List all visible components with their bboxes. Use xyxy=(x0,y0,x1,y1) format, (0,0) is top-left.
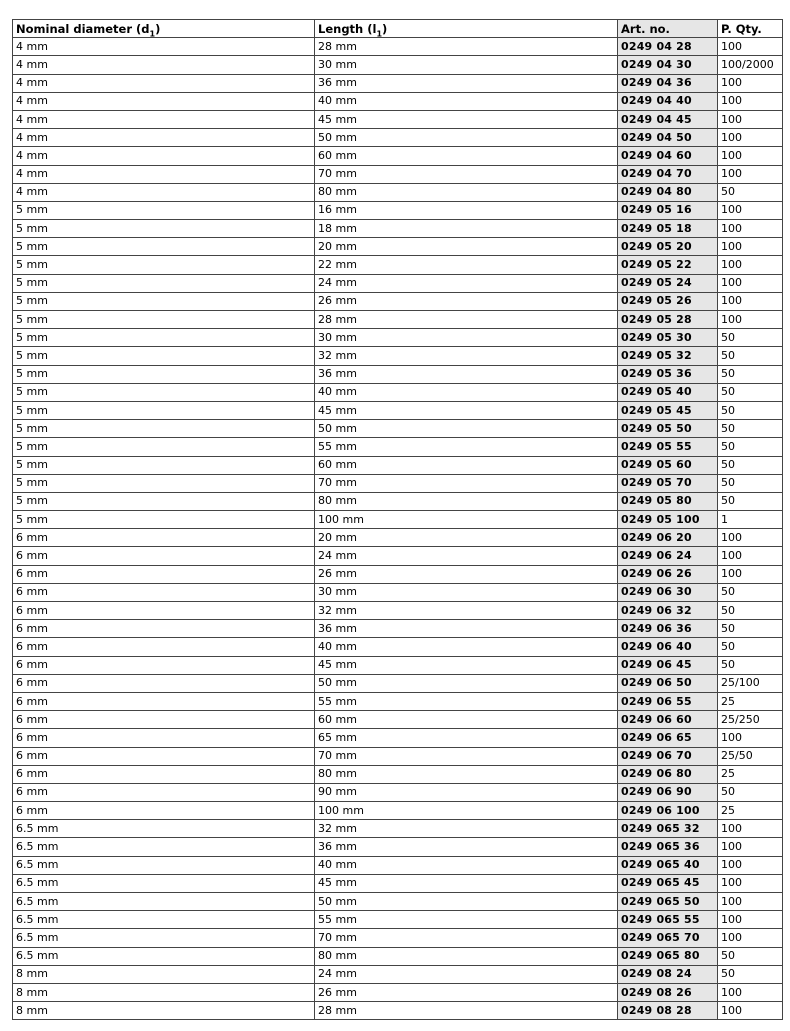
table-row xyxy=(13,947,783,965)
pack-qty-cell: 100 xyxy=(718,165,783,183)
table-row xyxy=(13,838,783,856)
art-no-cell: 0249 06 32 xyxy=(618,602,718,620)
table-header xyxy=(13,20,783,38)
art-no-cell: 0249 08 28 xyxy=(618,1002,718,1020)
table-row xyxy=(13,220,783,238)
length-cell: 50 mm xyxy=(315,674,618,692)
length-cell: 32 mm xyxy=(315,347,618,365)
table-row xyxy=(13,129,783,147)
diameter-cell: 6 mm xyxy=(13,783,315,801)
pack-qty-cell: 25 xyxy=(718,765,783,783)
diameter-cell: 4 mm xyxy=(13,56,315,74)
pack-qty-cell: 100 xyxy=(718,147,783,165)
length-cell: 50 mm xyxy=(315,893,618,911)
diameter-cell: 5 mm xyxy=(13,292,315,310)
art-no-cell: 0249 05 100 xyxy=(618,511,718,529)
table-row xyxy=(13,56,783,74)
art-no-cell: 0249 06 70 xyxy=(618,747,718,765)
art-no-cell: 0249 05 45 xyxy=(618,401,718,419)
table-row xyxy=(13,983,783,1001)
art-no-cell: 0249 05 30 xyxy=(618,329,718,347)
diameter-cell: 4 mm xyxy=(13,165,315,183)
pack-qty-cell: 100 xyxy=(718,838,783,856)
art-no-cell: 0249 065 80 xyxy=(618,947,718,965)
length-cell: 45 mm xyxy=(315,401,618,419)
length-cell: 40 mm xyxy=(315,638,618,656)
table-row xyxy=(13,511,783,529)
art-no-cell: 0249 065 36 xyxy=(618,838,718,856)
table-row xyxy=(13,1002,783,1020)
art-no-cell: 0249 05 80 xyxy=(618,492,718,510)
length-cell: 18 mm xyxy=(315,220,618,238)
diameter-cell: 8 mm xyxy=(13,983,315,1001)
table-row xyxy=(13,38,783,56)
table-row xyxy=(13,256,783,274)
length-cell: 60 mm xyxy=(315,147,618,165)
diameter-cell: 8 mm xyxy=(13,965,315,983)
table-row xyxy=(13,765,783,783)
pack-qty-cell: 100 xyxy=(718,547,783,565)
diameter-cell: 6 mm xyxy=(13,620,315,638)
pack-qty-cell: 25/250 xyxy=(718,711,783,729)
table-row xyxy=(13,110,783,128)
table-body xyxy=(13,38,783,1020)
art-no-cell: 0249 08 24 xyxy=(618,965,718,983)
pack-qty-cell: 50 xyxy=(718,492,783,510)
art-no-cell: 0249 065 40 xyxy=(618,856,718,874)
length-cell: 30 mm xyxy=(315,583,618,601)
pack-qty-cell: 25 xyxy=(718,692,783,710)
diameter-cell: 5 mm xyxy=(13,201,315,219)
table-row xyxy=(13,74,783,92)
art-no-cell: 0249 04 80 xyxy=(618,183,718,201)
diameter-cell: 6.5 mm xyxy=(13,929,315,947)
pack-qty-cell: 100/2000 xyxy=(718,56,783,74)
header-pack-qty: P. Qty. xyxy=(718,20,783,38)
pack-qty-cell: 50 xyxy=(718,420,783,438)
table-row xyxy=(13,965,783,983)
table-row xyxy=(13,911,783,929)
length-cell: 45 mm xyxy=(315,656,618,674)
art-no-cell: 0249 05 60 xyxy=(618,456,718,474)
diameter-cell: 5 mm xyxy=(13,347,315,365)
table-row xyxy=(13,656,783,674)
length-cell: 30 mm xyxy=(315,56,618,74)
table-row xyxy=(13,620,783,638)
table-row xyxy=(13,783,783,801)
length-cell: 36 mm xyxy=(315,365,618,383)
length-cell: 55 mm xyxy=(315,911,618,929)
art-no-cell: 0249 05 28 xyxy=(618,311,718,329)
diameter-cell: 4 mm xyxy=(13,74,315,92)
art-no-cell: 0249 06 65 xyxy=(618,729,718,747)
diameter-cell: 6 mm xyxy=(13,656,315,674)
pack-qty-cell: 100 xyxy=(718,311,783,329)
pack-qty-cell: 100 xyxy=(718,565,783,583)
art-no-cell: 0249 06 26 xyxy=(618,565,718,583)
diameter-cell: 6 mm xyxy=(13,583,315,601)
pack-qty-cell: 50 xyxy=(718,583,783,601)
header-nominal-diameter: Nominal diameter $(d_1)$ xyxy=(13,20,315,38)
pack-qty-cell: 100 xyxy=(718,220,783,238)
diameter-cell: 6.5 mm xyxy=(13,911,315,929)
table-row xyxy=(13,529,783,547)
length-cell: 80 mm xyxy=(315,492,618,510)
length-cell: 28 mm xyxy=(315,1002,618,1020)
length-cell: 28 mm xyxy=(315,38,618,56)
pack-qty-cell: 50 xyxy=(718,329,783,347)
length-cell: 40 mm xyxy=(315,92,618,110)
diameter-cell: 6 mm xyxy=(13,802,315,820)
art-no-cell: 0249 05 36 xyxy=(618,365,718,383)
table-row xyxy=(13,147,783,165)
header-art-no: Art. no. xyxy=(618,20,718,38)
table-row xyxy=(13,747,783,765)
length-cell: 24 mm xyxy=(315,965,618,983)
table-row xyxy=(13,456,783,474)
pack-qty-cell: 100 xyxy=(718,38,783,56)
length-cell: 32 mm xyxy=(315,820,618,838)
art-no-cell: 0249 05 40 xyxy=(618,383,718,401)
pack-qty-cell: 50 xyxy=(718,383,783,401)
pack-qty-cell: 50 xyxy=(718,456,783,474)
diameter-cell: 6 mm xyxy=(13,529,315,547)
diameter-cell: 4 mm xyxy=(13,38,315,56)
diameter-cell: 6.5 mm xyxy=(13,947,315,965)
length-cell: 50 mm xyxy=(315,420,618,438)
art-no-cell: 0249 04 28 xyxy=(618,38,718,56)
art-no-cell: 0249 06 24 xyxy=(618,547,718,565)
art-no-cell: 0249 08 26 xyxy=(618,983,718,1001)
length-cell: 70 mm xyxy=(315,165,618,183)
length-cell: 80 mm xyxy=(315,947,618,965)
table-row xyxy=(13,292,783,310)
diameter-cell: 4 mm xyxy=(13,110,315,128)
table-row xyxy=(13,92,783,110)
table-row xyxy=(13,474,783,492)
table-row xyxy=(13,802,783,820)
length-cell: 50 mm xyxy=(315,129,618,147)
pack-qty-cell: 50 xyxy=(718,401,783,419)
length-cell: 26 mm xyxy=(315,292,618,310)
pack-qty-cell: 50 xyxy=(718,365,783,383)
table-row xyxy=(13,565,783,583)
diameter-cell: 6 mm xyxy=(13,565,315,583)
diameter-cell: 6 mm xyxy=(13,602,315,620)
length-cell: 36 mm xyxy=(315,74,618,92)
table-row xyxy=(13,383,783,401)
diameter-cell: 5 mm xyxy=(13,329,315,347)
diameter-cell: 5 mm xyxy=(13,401,315,419)
diameter-cell: 5 mm xyxy=(13,311,315,329)
table-row xyxy=(13,856,783,874)
art-no-cell: 0249 05 55 xyxy=(618,438,718,456)
pack-qty-cell: 50 xyxy=(718,965,783,983)
table-row xyxy=(13,420,783,438)
table-row xyxy=(13,583,783,601)
diameter-cell: 4 mm xyxy=(13,129,315,147)
table-row xyxy=(13,183,783,201)
pack-qty-cell: 100 xyxy=(718,856,783,874)
diameter-cell: 5 mm xyxy=(13,492,315,510)
length-cell: 26 mm xyxy=(315,983,618,1001)
art-no-cell: 0249 05 24 xyxy=(618,274,718,292)
pack-qty-cell: 50 xyxy=(718,638,783,656)
table-row xyxy=(13,820,783,838)
pack-qty-cell: 50 xyxy=(718,620,783,638)
length-cell: 24 mm xyxy=(315,547,618,565)
pack-qty-cell: 100 xyxy=(718,874,783,892)
art-no-cell: 0249 05 16 xyxy=(618,201,718,219)
art-no-cell: 0249 06 90 xyxy=(618,783,718,801)
table-row xyxy=(13,711,783,729)
product-spec-table xyxy=(12,19,783,1020)
table-row xyxy=(13,729,783,747)
art-no-cell: 0249 06 40 xyxy=(618,638,718,656)
length-cell: 80 mm xyxy=(315,183,618,201)
pack-qty-cell: 50 xyxy=(718,347,783,365)
pack-qty-cell: 100 xyxy=(718,1002,783,1020)
art-no-cell: 0249 06 20 xyxy=(618,529,718,547)
pack-qty-cell: 100 xyxy=(718,201,783,219)
pack-qty-cell: 100 xyxy=(718,274,783,292)
pack-qty-cell: 50 xyxy=(718,947,783,965)
table-row xyxy=(13,401,783,419)
table-row xyxy=(13,893,783,911)
diameter-cell: 5 mm xyxy=(13,474,315,492)
length-cell: 22 mm xyxy=(315,256,618,274)
art-no-cell: 0249 05 50 xyxy=(618,420,718,438)
diameter-cell: 6 mm xyxy=(13,765,315,783)
pack-qty-cell: 100 xyxy=(718,529,783,547)
diameter-cell: 5 mm xyxy=(13,256,315,274)
art-no-cell: 0249 06 50 xyxy=(618,674,718,692)
art-no-cell: 0249 04 36 xyxy=(618,74,718,92)
table-row xyxy=(13,602,783,620)
art-no-cell: 0249 06 60 xyxy=(618,711,718,729)
diameter-cell: 5 mm xyxy=(13,456,315,474)
length-cell: 65 mm xyxy=(315,729,618,747)
table-row xyxy=(13,165,783,183)
art-no-cell: 0249 06 80 xyxy=(618,765,718,783)
table-row xyxy=(13,874,783,892)
diameter-cell: 6 mm xyxy=(13,638,315,656)
pack-qty-cell: 1 xyxy=(718,511,783,529)
diameter-cell: 6 mm xyxy=(13,674,315,692)
art-no-cell: 0249 06 45 xyxy=(618,656,718,674)
length-cell: 40 mm xyxy=(315,383,618,401)
length-cell: 100 mm xyxy=(315,802,618,820)
table-row xyxy=(13,674,783,692)
table-row xyxy=(13,347,783,365)
diameter-cell: 5 mm xyxy=(13,365,315,383)
art-no-cell: 0249 05 70 xyxy=(618,474,718,492)
length-cell: 26 mm xyxy=(315,565,618,583)
length-cell: 80 mm xyxy=(315,765,618,783)
pack-qty-cell: 100 xyxy=(718,893,783,911)
pack-qty-cell: 50 xyxy=(718,656,783,674)
length-cell: 36 mm xyxy=(315,838,618,856)
pack-qty-cell: 25/100 xyxy=(718,674,783,692)
pack-qty-cell: 50 xyxy=(718,602,783,620)
pack-qty-cell: 100 xyxy=(718,238,783,256)
length-cell: 60 mm xyxy=(315,711,618,729)
art-no-cell: 0249 04 40 xyxy=(618,92,718,110)
art-no-cell: 0249 065 32 xyxy=(618,820,718,838)
pack-qty-cell: 100 xyxy=(718,292,783,310)
art-no-cell: 0249 05 18 xyxy=(618,220,718,238)
length-cell: 30 mm xyxy=(315,329,618,347)
table-row xyxy=(13,929,783,947)
pack-qty-cell: 100 xyxy=(718,129,783,147)
table-row xyxy=(13,274,783,292)
art-no-cell: 0249 065 70 xyxy=(618,929,718,947)
diameter-cell: 5 mm xyxy=(13,438,315,456)
art-no-cell: 0249 04 70 xyxy=(618,165,718,183)
length-cell: 100 mm xyxy=(315,511,618,529)
length-cell: 70 mm xyxy=(315,747,618,765)
diameter-cell: 6.5 mm xyxy=(13,820,315,838)
pack-qty-cell: 50 xyxy=(718,783,783,801)
pack-qty-cell: 100 xyxy=(718,983,783,1001)
table-row xyxy=(13,638,783,656)
length-cell: 70 mm xyxy=(315,474,618,492)
header-length: Length $(l_1)$ xyxy=(315,20,618,38)
diameter-cell: 4 mm xyxy=(13,92,315,110)
pack-qty-cell: 100 xyxy=(718,729,783,747)
length-cell: 70 mm xyxy=(315,929,618,947)
pack-qty-cell: 100 xyxy=(718,110,783,128)
art-no-cell: 0249 05 32 xyxy=(618,347,718,365)
table-row xyxy=(13,547,783,565)
diameter-cell: 5 mm xyxy=(13,511,315,529)
table-row xyxy=(13,365,783,383)
pack-qty-cell: 100 xyxy=(718,74,783,92)
length-cell: 20 mm xyxy=(315,529,618,547)
art-no-cell: 0249 065 50 xyxy=(618,893,718,911)
art-no-cell: 0249 05 26 xyxy=(618,292,718,310)
art-no-cell: 0249 04 30 xyxy=(618,56,718,74)
diameter-cell: 6 mm xyxy=(13,711,315,729)
length-cell: 28 mm xyxy=(315,311,618,329)
table-row xyxy=(13,311,783,329)
diameter-cell: 5 mm xyxy=(13,238,315,256)
art-no-cell: 0249 04 60 xyxy=(618,147,718,165)
diameter-cell: 6 mm xyxy=(13,692,315,710)
art-no-cell: 0249 06 36 xyxy=(618,620,718,638)
length-cell: 60 mm xyxy=(315,456,618,474)
art-no-cell: 0249 06 55 xyxy=(618,692,718,710)
length-cell: 55 mm xyxy=(315,692,618,710)
art-no-cell: 0249 065 45 xyxy=(618,874,718,892)
pack-qty-cell: 25 xyxy=(718,802,783,820)
table-row xyxy=(13,329,783,347)
pack-qty-cell: 100 xyxy=(718,911,783,929)
pack-qty-cell: 100 xyxy=(718,256,783,274)
length-cell: 24 mm xyxy=(315,274,618,292)
length-cell: 36 mm xyxy=(315,620,618,638)
header-row xyxy=(13,20,783,38)
length-cell: 16 mm xyxy=(315,201,618,219)
pack-qty-cell: 50 xyxy=(718,438,783,456)
diameter-cell: 6 mm xyxy=(13,729,315,747)
length-cell: 90 mm xyxy=(315,783,618,801)
pack-qty-cell: 100 xyxy=(718,92,783,110)
length-cell: 32 mm xyxy=(315,602,618,620)
art-no-cell: 0249 05 22 xyxy=(618,256,718,274)
length-cell: 55 mm xyxy=(315,438,618,456)
diameter-cell: 5 mm xyxy=(13,383,315,401)
pack-qty-cell: 25/50 xyxy=(718,747,783,765)
length-cell: 45 mm xyxy=(315,110,618,128)
pack-qty-cell: 100 xyxy=(718,820,783,838)
table-row xyxy=(13,201,783,219)
diameter-cell: 8 mm xyxy=(13,1002,315,1020)
art-no-cell: 0249 06 30 xyxy=(618,583,718,601)
length-cell: 45 mm xyxy=(315,874,618,892)
diameter-cell: 6.5 mm xyxy=(13,838,315,856)
diameter-cell: 6.5 mm xyxy=(13,893,315,911)
diameter-cell: 4 mm xyxy=(13,183,315,201)
table-row xyxy=(13,438,783,456)
art-no-cell: 0249 065 55 xyxy=(618,911,718,929)
pack-qty-cell: 50 xyxy=(718,183,783,201)
diameter-cell: 5 mm xyxy=(13,420,315,438)
table-row xyxy=(13,238,783,256)
pack-qty-cell: 50 xyxy=(718,474,783,492)
diameter-cell: 6 mm xyxy=(13,547,315,565)
art-no-cell: 0249 06 100 xyxy=(618,802,718,820)
diameter-cell: 6.5 mm xyxy=(13,856,315,874)
diameter-cell: 4 mm xyxy=(13,147,315,165)
length-cell: 40 mm xyxy=(315,856,618,874)
diameter-cell: 5 mm xyxy=(13,220,315,238)
art-no-cell: 0249 05 20 xyxy=(618,238,718,256)
length-cell: 20 mm xyxy=(315,238,618,256)
art-no-cell: 0249 04 45 xyxy=(618,110,718,128)
diameter-cell: 6 mm xyxy=(13,747,315,765)
diameter-cell: 5 mm xyxy=(13,274,315,292)
table-row xyxy=(13,492,783,510)
pack-qty-cell: 100 xyxy=(718,929,783,947)
art-no-cell: 0249 04 50 xyxy=(618,129,718,147)
diameter-cell: 6.5 mm xyxy=(13,874,315,892)
table-row xyxy=(13,692,783,710)
